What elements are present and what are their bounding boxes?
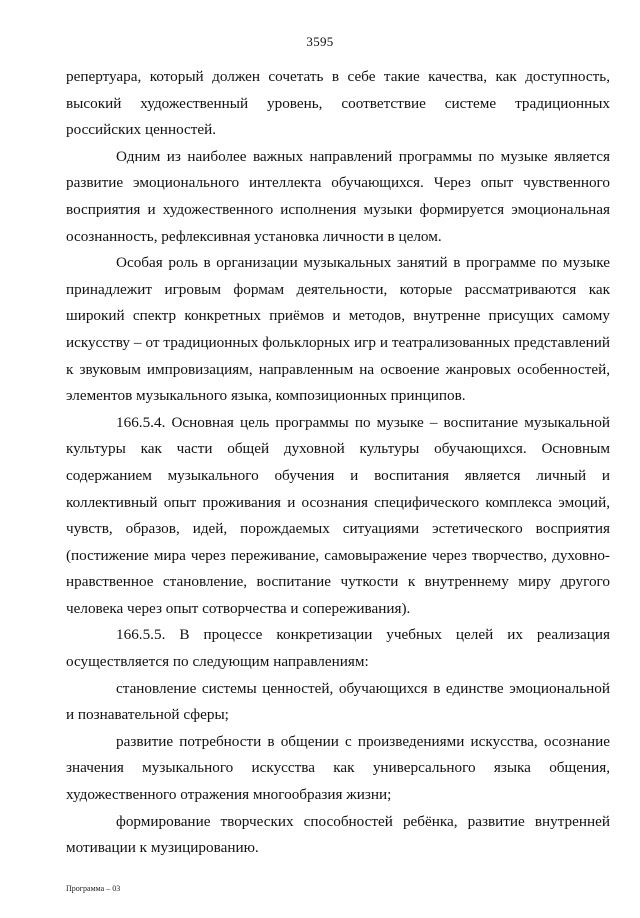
paragraph-repertoire-continuation: репертуара, который должен сочетать в себе такие качества, как доступность, высокий художественный уровень, соответствие системе традиционных российских ценностей.	[66, 68, 610, 139]
paragraph-166-5-5: 166.5.5. В процессе конкретизации учебных целей их реализация осуществляется по следующим направлениям:	[66, 626, 610, 671]
paragraph-emotional-intelligence: Одним из наиболее важных направлений программы по музыке является развитие эмоционального интеллекта обучающихся. Через опыт чувственного восприятия и художественного исполнения музыки формируется эмоциональная осознанность, рефлексивная установка личности в целом.	[66, 147, 610, 245]
paragraph-game-forms: Особая роль в организации музыкальных занятий в программе по музыке принадлежит игровым формам деятельности, которые рассматриваются как широкий спектр конкретных приёмов и методов, внутренне присущих самому искусству – от традиционных фольклорных игр и театрализованных представлений к звуковым импровизациям, направленным на освоение жанровых особенностей, элементов музыкального языка, композиционных принципов.	[66, 254, 610, 405]
page-number: 3595	[306, 34, 334, 49]
list-item-creativity: формирование творческих способностей ребёнка, развитие внутренней мотивации к музицированию.	[66, 812, 610, 857]
list-item-values: становление системы ценностей, обучающихся в единстве эмоциональной и познавательной сферы;	[66, 679, 610, 724]
footer-label: Программа – 03	[66, 884, 121, 893]
list-item-communication: развитие потребности в общении с произведениями искусства, осознание значения музыкального искусства как универсального языка общения, художественного отражения многообразия жизни;	[66, 732, 610, 804]
paragraph-166-5-4: 166.5.4. Основная цель программы по музыке – воспитание музыкальной культуры как части общей духовной культуры обучающихся. Основным содержанием музыкального обучения и воспитания является личный и коллективный опыт проживания и осознания специфического комплекса эмоций, чувств, образов, идей, порождаемых ситуациями эстетического восприятия (постижение мира через переживание, самовыражение через творчество, духовно-нравственное становление, воспитание чуткости к внутреннему миру другого человека через опыт сотворчества и сопереживания).	[66, 413, 610, 617]
document-body	[66, 64, 610, 862]
